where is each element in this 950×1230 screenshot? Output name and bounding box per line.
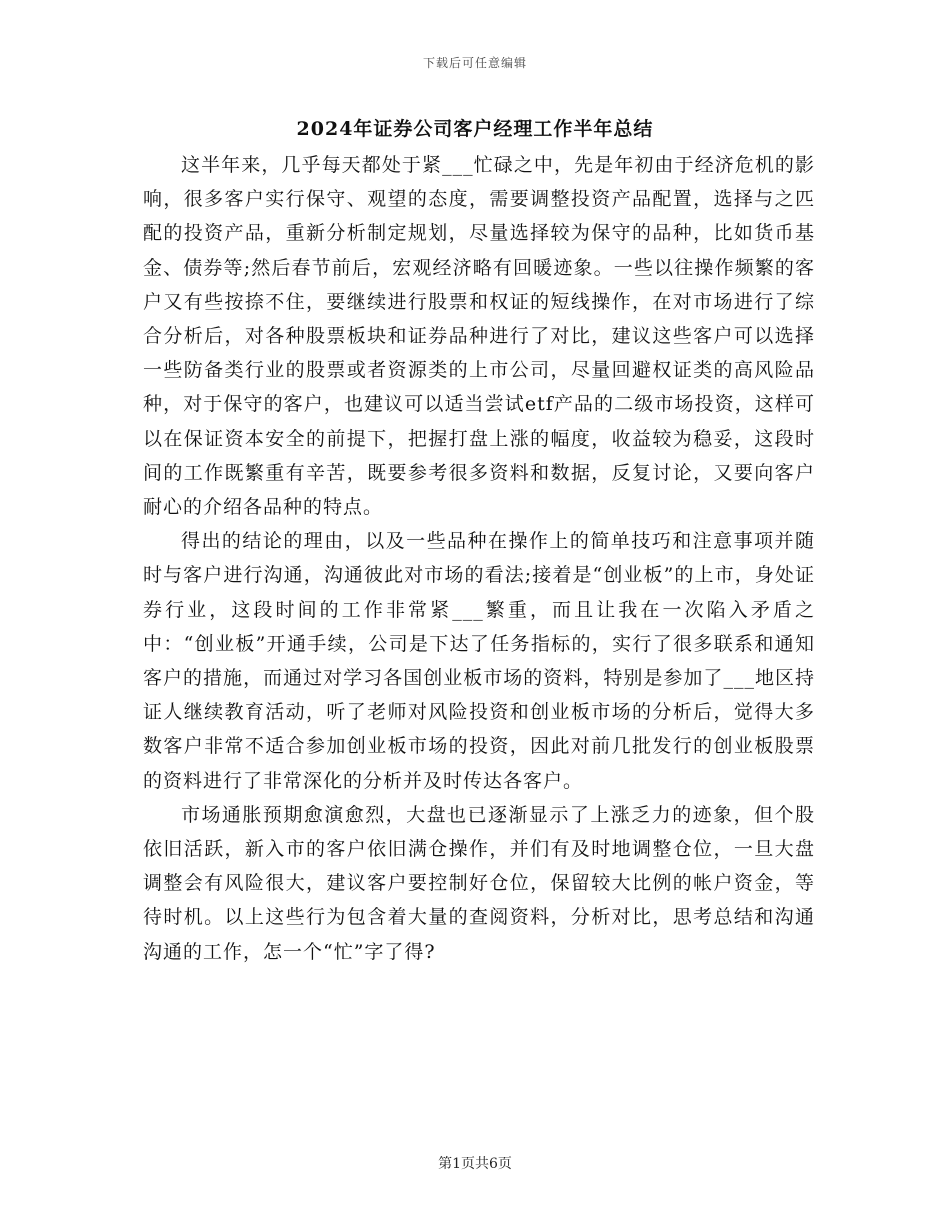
document-body <box>143 148 815 969</box>
header-note: 下载后可任意编辑 <box>422 56 527 70</box>
paragraph-1: 这半年来，几乎每天都处于紧___忙碌之中，先是年初由于经济危机的影响，很多客户实行保守、观望的态度，需要调整投资产品配置，选择与之匹配的投资产品，重新分析制定规划，尽量选择较为保守的品种，比如货币基金、债券等;然后春节前后，宏观经济略有回暖迹象。一些以往操作频繁的客户又有些按捺不住，要继续进行股票和权证的短线操作，在对市场进行了综合分析后，对各种股票板块和证券品种进行了对比，建议这些客户可以选择一些防备类行业的股票或者资源类的上市公司，尽量回避权证类的高风险品种，对于保守的客户，也建议可以适当尝试etf产品的二级市场投资，这样可以在保证资本安全的前提下，把握打盘上涨的幅度，收益较为稳妥，这段时间的工作既繁重有辛苦，既要参考很多资料和数据，反复讨论，又要向客户耐心的介绍各品种的特点。 <box>143 154 815 519</box>
paragraph-2: 得出的结论的理由，以及一些品种在操作上的简单技巧和注意事项并随时与客户进行沟通，沟通彼此对市场的看法;接着是“创业板”的上市，身处证券行业，这段时间的工作非常紧___繁重，而且让我在一次陷入矛盾之中：“创业板”开通手续，公司是下达了任务指标的，实行了很多联系和通知客户的措施，而通过对学习各国创业板市场的资料，特别是参加了___地区持证人继续教育活动，听了老师对风险投资和创业板市场的分析后，觉得大多数客户非常不适合参加创业板市场的投资，因此对前几批发行的创业板股票的资料进行了非常深化的分析并及时传达各客户。 <box>143 530 815 792</box>
page-footer: 第1页共6页 <box>438 1156 512 1172</box>
document-title: 2024年证券公司客户经理工作半年总结 <box>296 118 654 140</box>
paragraph-3: 市场通胀预期愈演愈烈，大盘也已逐渐显示了上涨乏力的迹象，但个股依旧活跃，新入市的客户依旧满仓操作，并们有及时地调整仓位，一旦大盘调整会有风险很大，建议客户要控制好仓位，保留较大比例的帐户资金，等待时机。以上这些行为包含着大量的查阅资料，分析对比，思考总结和沟通沟通的工作，怎一个“忙”字了得? <box>143 803 815 963</box>
